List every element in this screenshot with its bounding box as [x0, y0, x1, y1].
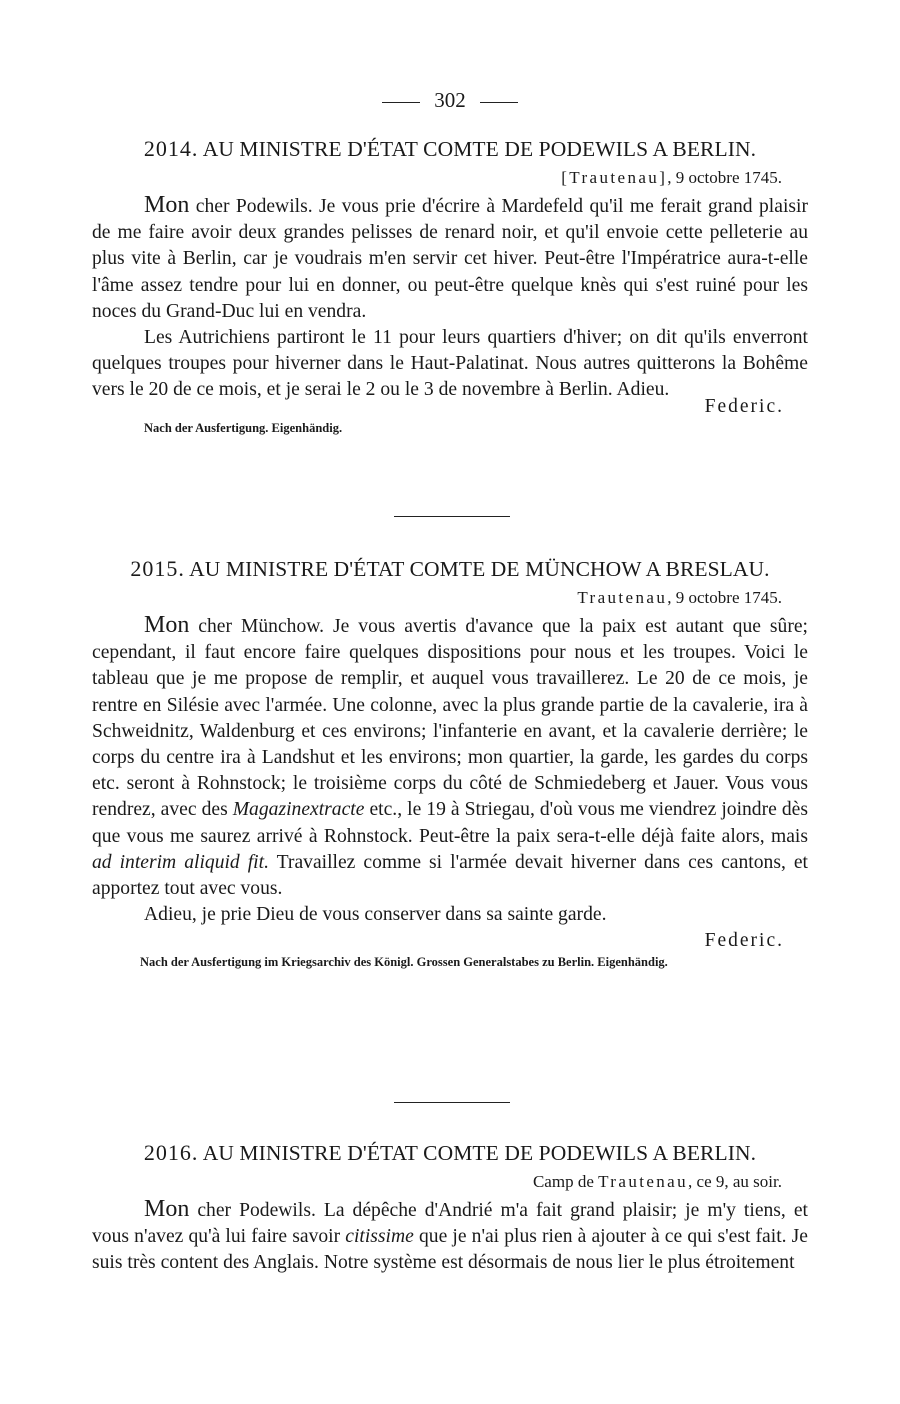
date-place: Trautenau	[577, 588, 668, 607]
letter-title: AU MINISTRE D'ÉTAT COMTE DE PODEWILS A BERLIN.	[202, 1141, 757, 1165]
paragraph-text: cher Münchow. Je vous avertis d'avance que la paix est autant que sûre; cependant, il faut encore faire quelques dispositions pour nous et les troupes. Voici le tableau que je me propose de remplir, et auquel vous travaillerez. Le 20 de ce mois, je rentre en Silésie avec l'armée. Une colonne, avec la plus grande partie de la cavalerie, ira à Schweidnitz, Waldenburg et ces environs; l'infanterie en avant, et la cavalerie derrière; le corps du centre ira à Landshut et les environs; mon quartier, la garde, les gardes du corps etc. seront à Rohnstock; le troisième corps du côté de Schmiedeberg et Jauer. Vous vous rendrez, avec des	[92, 616, 808, 821]
date-place: Trautenau	[598, 1172, 689, 1191]
date-rest: , 9 octobre 1745.	[667, 588, 782, 607]
letter-heading	[92, 556, 808, 582]
date-place: [Trautenau]	[561, 168, 668, 187]
paragraph	[92, 902, 808, 928]
paragraph	[92, 1196, 808, 1277]
signature: Federic.	[704, 395, 784, 417]
paragraph	[92, 192, 808, 325]
paragraph-text: Adieu, je prie Dieu de vous conserver dans sa sainte garde.	[144, 904, 607, 926]
page-number-text: 302	[434, 88, 466, 112]
letter-2016	[92, 1140, 808, 1277]
source-note: Nach der Ausfertigung. Eigenhändig.	[144, 420, 343, 435]
paragraph	[92, 325, 808, 404]
date-prefix: Camp de	[532, 1172, 599, 1191]
date-rest: , ce 9, au soir.	[688, 1172, 782, 1191]
letter-number: 2015.	[130, 556, 185, 581]
italic-term: ad interim aliquid fit.	[92, 851, 269, 873]
paragraph-text: cher Podewils. Je vous prie d'écrire à Mardefeld qu'il me ferait grand plaisir de me faire avoir deux grandes pelisses de renard noir, et qu'il envoie cette pelleterie au plus vite à Berlin, car je voudrais m'en servir cet hiver. Peut-être l'Impératrice aura-t-elle l'âme assez tendre pour lui en donner, ou peut-être quelque knès qui s'est ruiné pour les noces du Grand-Duc lui en vendra.	[92, 196, 808, 322]
letter-number: 2016.	[143, 1140, 199, 1165]
letter-2014	[92, 136, 808, 437]
paragraph-text: que je n'ai plus rien à ajouter à ce qui s'est fait. Je suis très content des Anglais. Notre système est désormais de nous lier le plus étroitement	[92, 1226, 808, 1274]
letter-title: AU MINISTRE D'ÉTAT COMTE DE MÜNCHOW A BRESLAU.	[189, 557, 770, 581]
letter-heading	[92, 136, 808, 162]
initial-word: Mon	[144, 612, 190, 638]
letter-dateline	[92, 168, 782, 188]
letter-body	[92, 192, 808, 404]
letter-number: 2014.	[143, 136, 199, 161]
letter-body	[92, 1196, 808, 1277]
paragraph-text: Travaillez comme si l'armée devait hiverner dans ces cantons, et apportez tout avec vous.	[92, 851, 808, 900]
section-divider	[394, 1102, 510, 1103]
paragraph	[92, 612, 808, 902]
italic-term: citissime	[345, 1226, 414, 1248]
paragraph-text: Les Autrichiens partiront le 11 pour leurs quartiers d'hiver; on dit qu'ils enverront quelques troupes pour hiverner dans le Haut-Palatinat. Nous autres quitterons la Bohême vers le 20 de ce mois, et je serai le 2 ou le 3 de novembre à Berlin. Adieu.	[92, 327, 808, 401]
page-number	[0, 88, 900, 113]
letter-2015	[92, 556, 808, 971]
letter-dateline	[92, 588, 782, 608]
page-number-dash-right	[480, 102, 518, 103]
letter-dateline	[92, 1172, 782, 1192]
letter-body	[92, 612, 808, 928]
date-rest: , 9 octobre 1745.	[667, 168, 782, 187]
initial-word: Mon	[144, 1196, 190, 1222]
letter-title: AU MINISTRE D'ÉTAT COMTE DE PODEWILS A BERLIN.	[202, 137, 757, 161]
italic-term: Magazinextracte	[232, 799, 365, 821]
initial-word: Mon	[144, 192, 190, 218]
page-number-dash-left	[382, 102, 420, 103]
paragraph-text: etc., le 19 à Striegau, d'où vous me viendrez joindre dès que vous me saurez arrivé à Rohnstock. Peut-être la paix sera-t-elle déjà faite alors, mais	[92, 799, 808, 847]
source-note: Nach der Ausfertigung im Kriegsarchiv des Königl. Grossen Generalstabes zu Berlin. Eigenhändig.	[140, 955, 668, 970]
letter-heading	[92, 1140, 808, 1166]
section-divider	[394, 516, 510, 517]
paragraph-text: cher Podewils. La dépêche d'Andrié m'a fait grand plaisir; je m'y tiens, et vous n'avez qu'à lui faire savoir	[92, 1200, 808, 1248]
signature: Federic.	[704, 930, 784, 952]
